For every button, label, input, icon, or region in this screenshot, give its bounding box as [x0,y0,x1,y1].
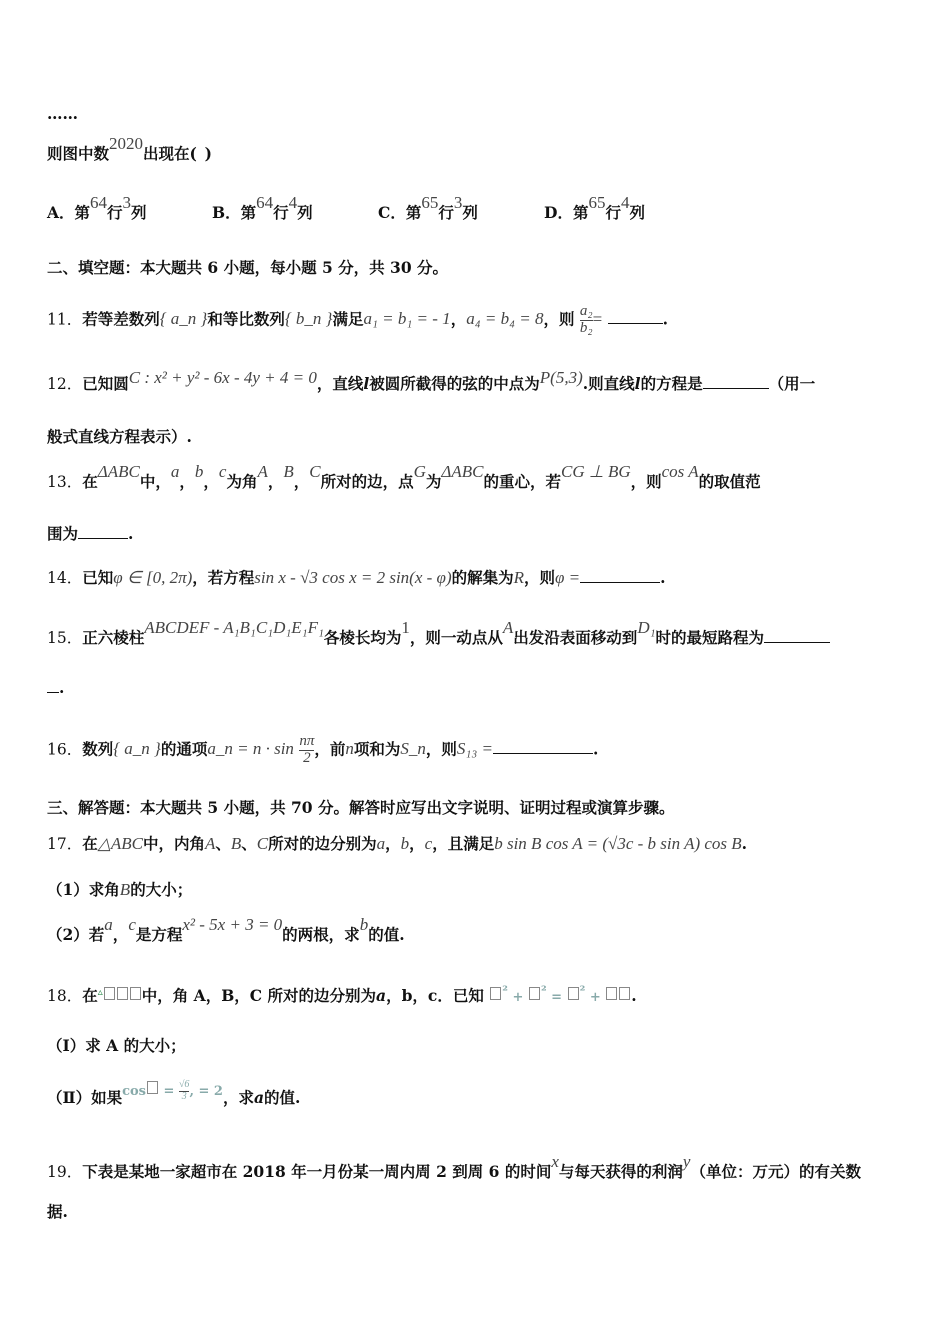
text: 、 [241,834,257,853]
math: x [551,1152,559,1171]
text: （1）求角 [47,880,120,899]
math: c [218,462,227,481]
math: S_n [400,739,426,759]
option-letter: D．第 [544,203,589,222]
text: 在 [82,834,98,853]
fraction-denominator: 2 [303,749,311,766]
q15 [47,618,910,648]
math: b [359,915,369,934]
text: 下表是某地一家超市在 2018 年一月份某一周内周 2 到周 6 的时间 [82,1162,552,1181]
option-end: 列 [629,203,645,222]
missing-glyph [606,987,617,1000]
math: △ABC [97,834,143,853]
period: . [660,568,666,587]
text: ，b，c．已知 [386,986,484,1005]
question-number: 12． [47,375,83,393]
math: A [502,618,514,637]
q10-option-a[interactable] [47,193,212,223]
option-mid: 行 [107,203,123,222]
math: A [257,462,268,481]
text: 在 [82,986,98,1005]
fraction [179,1080,190,1102]
math: a [376,986,387,1005]
q14 [47,566,910,588]
missing-glyph [117,987,128,1000]
q10-stem-post: 出现在( ) [143,144,212,163]
option-col: 3 [122,193,132,212]
option-mid: 行 [273,203,289,222]
math: { a_n } [159,309,208,329]
period: . [592,739,599,759]
missing-glyph [568,987,579,1000]
text: 的大小； [130,880,193,899]
option-col: 4 [288,193,298,212]
missing-glyph [529,987,540,1000]
math: B [119,880,131,899]
answer-blank[interactable] [493,739,593,754]
question-number: 19． [47,1163,83,1181]
option-end: 列 [297,203,313,222]
text: 是方程 [135,925,183,944]
text: ，则 [524,568,556,587]
missing-glyph [104,987,115,1000]
text: ，且满足 [432,834,495,853]
math: C [256,834,269,853]
fraction-denominator: 3 [181,1090,187,1102]
text: 的两根，求 [282,925,360,944]
text: .则直线 [582,374,635,393]
math: a [376,834,386,853]
math: ABCDEF - A₁B₁C₁D₁E₁F₁ [144,618,324,637]
text: ，若方程 [192,568,255,587]
line-symbol: l [363,374,370,393]
text: （2）若 [47,925,105,944]
period: . [128,524,134,543]
text: ，则 [543,309,575,329]
text: ，前 [314,739,346,759]
text: 的重心，若 [483,472,562,491]
math: a [104,915,113,934]
question-number: 14． [47,569,83,587]
answer-blank[interactable] [764,628,830,643]
math: x² - 5x + 3 = 0 [182,915,283,934]
question-number: 17． [47,835,83,853]
math: a₄ = b₄ = 8 [466,309,544,329]
q11 [47,304,910,337]
q10-options [47,193,910,223]
q18-part1: （Ⅰ）求 A 的大小； [47,1036,186,1055]
text: 时的最短路程为 [655,628,765,647]
math: G [413,462,426,481]
option-mid: 行 [438,203,454,222]
missing-glyph [490,987,501,1000]
q19-line2: 据. [47,1202,68,1221]
question-number: 11． [47,310,83,329]
text: 的取值范 [698,472,761,491]
math: φ = [555,568,581,587]
text: 围为 [47,524,79,543]
text: 项和为 [353,739,401,759]
math: cos [122,1084,146,1099]
text: ，则 [630,472,662,491]
text: 正六棱柱 [82,628,145,647]
q10-option-c[interactable] [378,193,544,223]
q15-line2 [47,678,910,697]
q13 [47,462,910,492]
text: （Ⅱ）如果 [47,1088,123,1107]
ellipsis: …… [47,104,78,123]
fraction-denominator: b₂ [579,319,593,336]
equals: = [592,309,603,329]
option-letter: C．第 [378,203,422,222]
fraction [580,304,593,337]
math: a₁ = b₁ = - 1 [363,309,451,329]
text: ， [385,834,401,853]
q10-stem [47,134,910,164]
text: 已知圆 [82,374,129,393]
text: 为 [425,472,442,491]
text: 被圆所截得的弦的中点为 [369,374,540,393]
option-letter: B．第 [212,203,257,222]
section-2-heading: 二、填空题：本大题共 6 小题，每小题 5 分，共 30 分。 [47,258,449,277]
text: ， [293,472,310,491]
math: P(5,3) [539,368,583,387]
line-symbol: l [634,374,641,393]
math: D₁ [637,618,656,637]
option-col: 3 [453,193,463,212]
answer-blank[interactable] [580,568,660,583]
math: B [283,462,294,481]
math: b [194,462,204,481]
missing-glyph [130,987,141,1000]
math: ΔABC [97,462,140,481]
question-number: 18． [47,987,83,1005]
text: ，则 [425,739,457,759]
fraction [299,734,314,767]
math: b [400,834,410,853]
q19 [47,1152,910,1182]
text: 满足 [332,309,364,329]
text: 的方程是 [640,374,703,393]
answer-blank[interactable] [608,309,663,324]
math: φ ∈ [0, 2π) [113,568,193,587]
math: a [253,1088,265,1107]
text: ，则一动点从 [409,628,503,647]
period: . [662,309,669,329]
text: 的值. [264,1088,301,1107]
q17-part2 [47,915,910,945]
question-number: 16． [47,740,83,759]
answer-blank-cont[interactable] [47,678,59,693]
text: ， [450,309,467,329]
text: ，求 [222,1088,254,1107]
q10-stem-pre: 则图中数 [47,144,110,163]
math: CG ⊥ BG [561,462,631,481]
math: R [513,568,525,587]
text: 为角 [226,472,258,491]
q17-part1 [47,878,910,900]
text: 所对的边，点 [320,472,414,491]
text: 的通项 [160,739,208,759]
question-number: 13． [47,473,83,491]
text: 出发沿表面移动到 [513,628,638,647]
option-col: 4 [620,193,630,212]
text: ， [112,925,129,944]
option-row: 65 [421,193,439,212]
math: C [309,462,321,481]
math: C : x² + y² - 6x - 4y + 4 = 0 [128,368,317,387]
math: b sin B cos A = (√3c - b sin A) cos B [494,834,742,853]
fraction-numerator: √6 [178,1079,190,1090]
text: 若等差数列 [82,309,160,329]
math: , = 2 [189,1084,223,1099]
missing-glyph [619,987,630,1000]
text: ， [203,472,219,491]
math: cos A [661,462,699,481]
q10-number: 2020 [109,134,144,153]
option-letter: A．第 [47,203,91,222]
math: B [230,834,242,853]
q13-line2 [47,522,910,544]
math: S₁₃ = [456,739,493,759]
q12 [47,368,910,394]
math: a_n = n · sin [207,739,294,759]
option-row: 64 [256,193,274,212]
option-row: 64 [90,193,108,212]
q10-option-b[interactable] [212,193,378,223]
q18: 18．在▵ 中，角 A，B，C 所对的边分别为a，b，c．已知 $^{^2}$ + $^{^2}$ = $^{^2}$ + . [47,984,637,1005]
period: . [741,834,748,853]
text: 和等比数列 [207,309,285,329]
missing-glyph [147,1081,158,1094]
text: ， [267,472,284,491]
option-row: 65 [588,193,606,212]
math: c [128,915,136,934]
option-mid: 行 [605,203,621,222]
math: { a_n } [113,739,161,759]
math: a [170,462,180,481]
math: 1 [401,618,410,637]
text: 已知 [82,568,114,587]
option-end: 列 [131,203,147,222]
text: 数列 [82,739,114,759]
math: sin x - √3 cos x = 2 sin(x - φ) [254,568,452,587]
text: 各棱长均为 [323,628,402,647]
q16 [47,734,910,767]
q12-line2: 般式直线方程表示）. [47,427,192,446]
fraction-numerator: nπ [299,733,315,749]
text: 的解集为 [451,568,514,587]
text: 、 [215,834,231,853]
fraction-numerator: a₂ [579,303,593,319]
math: y [682,1152,691,1171]
text: 中，内角 [142,834,205,853]
q18-part2: （Ⅱ）如果$^{cos}$ = $\frac{√6}{3}$ $^{, = 2}$，求a的值. [47,1079,301,1107]
period: . [59,678,65,697]
text: ， [409,834,425,853]
text: ， [179,472,195,491]
text: 在 [82,472,98,491]
text: 中，角 A，B，C 所对的边分别为 [141,986,377,1005]
period: . [631,986,637,1005]
text: 与每天获得的利润 [558,1162,683,1181]
option-end: 列 [462,203,478,222]
text: 所对的边分别为 [268,834,377,853]
math: c [424,834,433,853]
triangle-glyph: ▵ [97,987,103,998]
text: （单位：万元）的有关数 [690,1162,861,1181]
text: 中， [139,472,171,491]
q17 [47,832,910,854]
text: 的值. [368,925,405,944]
text: （用一 [768,374,816,393]
math: { b_n } [284,309,333,329]
math: n [345,739,354,759]
section-3-heading: 三、解答题：本大题共 5 小题，共 70 分。解答时应写出文字说明、证明过程或演算步骤。 [47,798,675,817]
math: ΔABC [441,462,484,481]
answer-blank[interactable] [703,374,769,389]
text: ，直线 [316,374,364,393]
question-number: 15． [47,629,83,647]
math: A [204,834,216,853]
q10-option-d[interactable] [544,193,645,223]
answer-blank[interactable] [78,524,128,539]
